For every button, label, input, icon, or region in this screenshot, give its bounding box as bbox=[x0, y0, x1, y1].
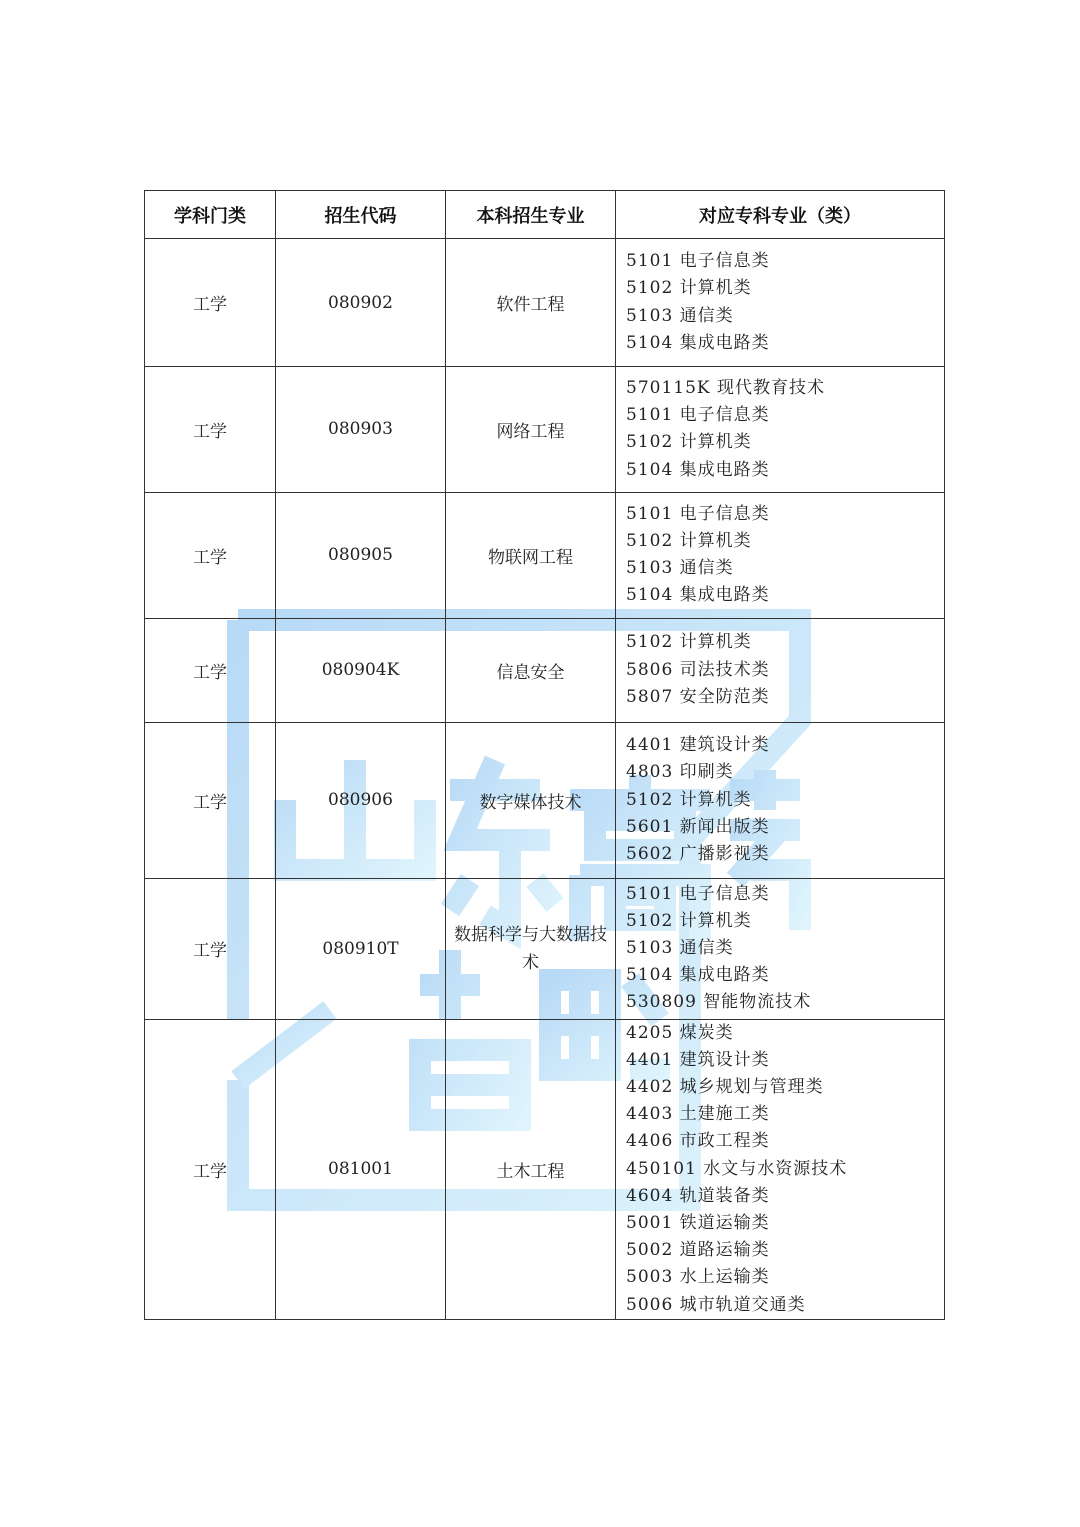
counterparts-cell bbox=[616, 722, 945, 878]
list-item: 4401 建筑设计类 bbox=[626, 735, 770, 756]
code-cell: 080903 bbox=[276, 367, 446, 493]
code-cell: 080910T bbox=[276, 878, 446, 1019]
list-item: 5102 计算机类 bbox=[626, 789, 752, 810]
counterparts-cell bbox=[616, 367, 945, 493]
list-item: 5103 通信类 bbox=[626, 938, 734, 959]
list-item: 570115K 现代教育技术 bbox=[626, 378, 825, 398]
list-item: 5101 电子信息类 bbox=[626, 503, 770, 524]
major-cell: 物联网工程 bbox=[446, 492, 616, 618]
list-item: 5002 道路运输类 bbox=[626, 1240, 770, 1261]
counterparts-cell bbox=[616, 492, 945, 618]
list-item: 5807 安全防范类 bbox=[626, 686, 770, 707]
category-cell: 工学 bbox=[145, 1019, 276, 1319]
major-cell: 信息安全 bbox=[446, 618, 616, 722]
category-cell: 工学 bbox=[145, 492, 276, 618]
major-mapping-table bbox=[144, 190, 945, 1320]
counterparts-cell bbox=[616, 239, 945, 367]
list-item: 4205 煤炭类 bbox=[626, 1022, 734, 1043]
list-item: 5103 通信类 bbox=[626, 305, 734, 326]
list-item: 5006 城市轨道交通类 bbox=[626, 1294, 806, 1315]
list-item: 5102 计算机类 bbox=[626, 632, 752, 653]
list-item: 5101 电子信息类 bbox=[626, 251, 770, 272]
list-item: 5601 新闻出版类 bbox=[626, 816, 770, 837]
major-cell: 土木工程 bbox=[446, 1019, 616, 1319]
table-header-row bbox=[145, 191, 945, 239]
header-category: 学科门类 bbox=[145, 191, 276, 239]
list-item: 5104 集成电路类 bbox=[626, 459, 770, 480]
list-item: 5102 计算机类 bbox=[626, 531, 752, 552]
table-row bbox=[145, 239, 945, 367]
header-major: 本科招生专业 bbox=[446, 191, 616, 239]
header-counterparts: 对应专科专业（类） bbox=[616, 191, 945, 239]
category-cell: 工学 bbox=[145, 367, 276, 493]
list-item: 5102 计算机类 bbox=[626, 278, 752, 299]
list-item: 5104 集成电路类 bbox=[626, 585, 770, 606]
list-item: 5001 铁道运输类 bbox=[626, 1213, 770, 1234]
list-item: 4406 市政工程类 bbox=[626, 1131, 770, 1152]
list-item: 5101 电子信息类 bbox=[626, 883, 770, 904]
table-row bbox=[145, 878, 945, 1019]
table-row bbox=[145, 492, 945, 618]
table-row bbox=[145, 722, 945, 878]
list-item: 450101 水文与水资源技术 bbox=[626, 1158, 848, 1179]
header-code: 招生代码 bbox=[276, 191, 446, 239]
counterparts-cell bbox=[616, 618, 945, 722]
list-item: 5102 计算机类 bbox=[626, 432, 752, 453]
list-item: 5102 计算机类 bbox=[626, 910, 752, 931]
list-item: 4402 城乡规划与管理类 bbox=[626, 1077, 824, 1098]
list-item: 5104 集成电路类 bbox=[626, 332, 770, 353]
list-item: 5003 水上运输类 bbox=[626, 1267, 770, 1288]
list-item: 530809 智能物流技术 bbox=[626, 992, 812, 1013]
major-cell: 数据科学与大数据技术 bbox=[446, 878, 616, 1019]
category-cell: 工学 bbox=[145, 878, 276, 1019]
list-item: 5104 集成电路类 bbox=[626, 965, 770, 986]
code-cell: 080904K bbox=[276, 618, 446, 722]
list-item: 4604 轨道装备类 bbox=[626, 1185, 770, 1206]
code-cell: 080906 bbox=[276, 722, 446, 878]
list-item: 4403 土建施工类 bbox=[626, 1104, 770, 1125]
major-cell: 软件工程 bbox=[446, 239, 616, 367]
category-cell: 工学 bbox=[145, 722, 276, 878]
code-cell: 080905 bbox=[276, 492, 446, 618]
counterparts-cell bbox=[616, 1019, 945, 1319]
list-item: 5806 司法技术类 bbox=[626, 659, 770, 680]
code-cell: 081001 bbox=[276, 1019, 446, 1319]
list-item: 4803 印刷类 bbox=[626, 762, 734, 783]
code-cell: 080902 bbox=[276, 239, 446, 367]
counterparts-cell bbox=[616, 878, 945, 1019]
list-item: 5101 电子信息类 bbox=[626, 405, 770, 426]
major-cell: 数字媒体技术 bbox=[446, 722, 616, 878]
table-row bbox=[145, 618, 945, 722]
list-item: 5602 广播影视类 bbox=[626, 843, 770, 864]
list-item: 5103 通信类 bbox=[626, 558, 734, 579]
category-cell: 工学 bbox=[145, 618, 276, 722]
table-row bbox=[145, 1019, 945, 1319]
list-item: 4401 建筑设计类 bbox=[626, 1049, 770, 1070]
major-cell: 网络工程 bbox=[446, 367, 616, 493]
table-row bbox=[145, 367, 945, 493]
category-cell: 工学 bbox=[145, 239, 276, 367]
